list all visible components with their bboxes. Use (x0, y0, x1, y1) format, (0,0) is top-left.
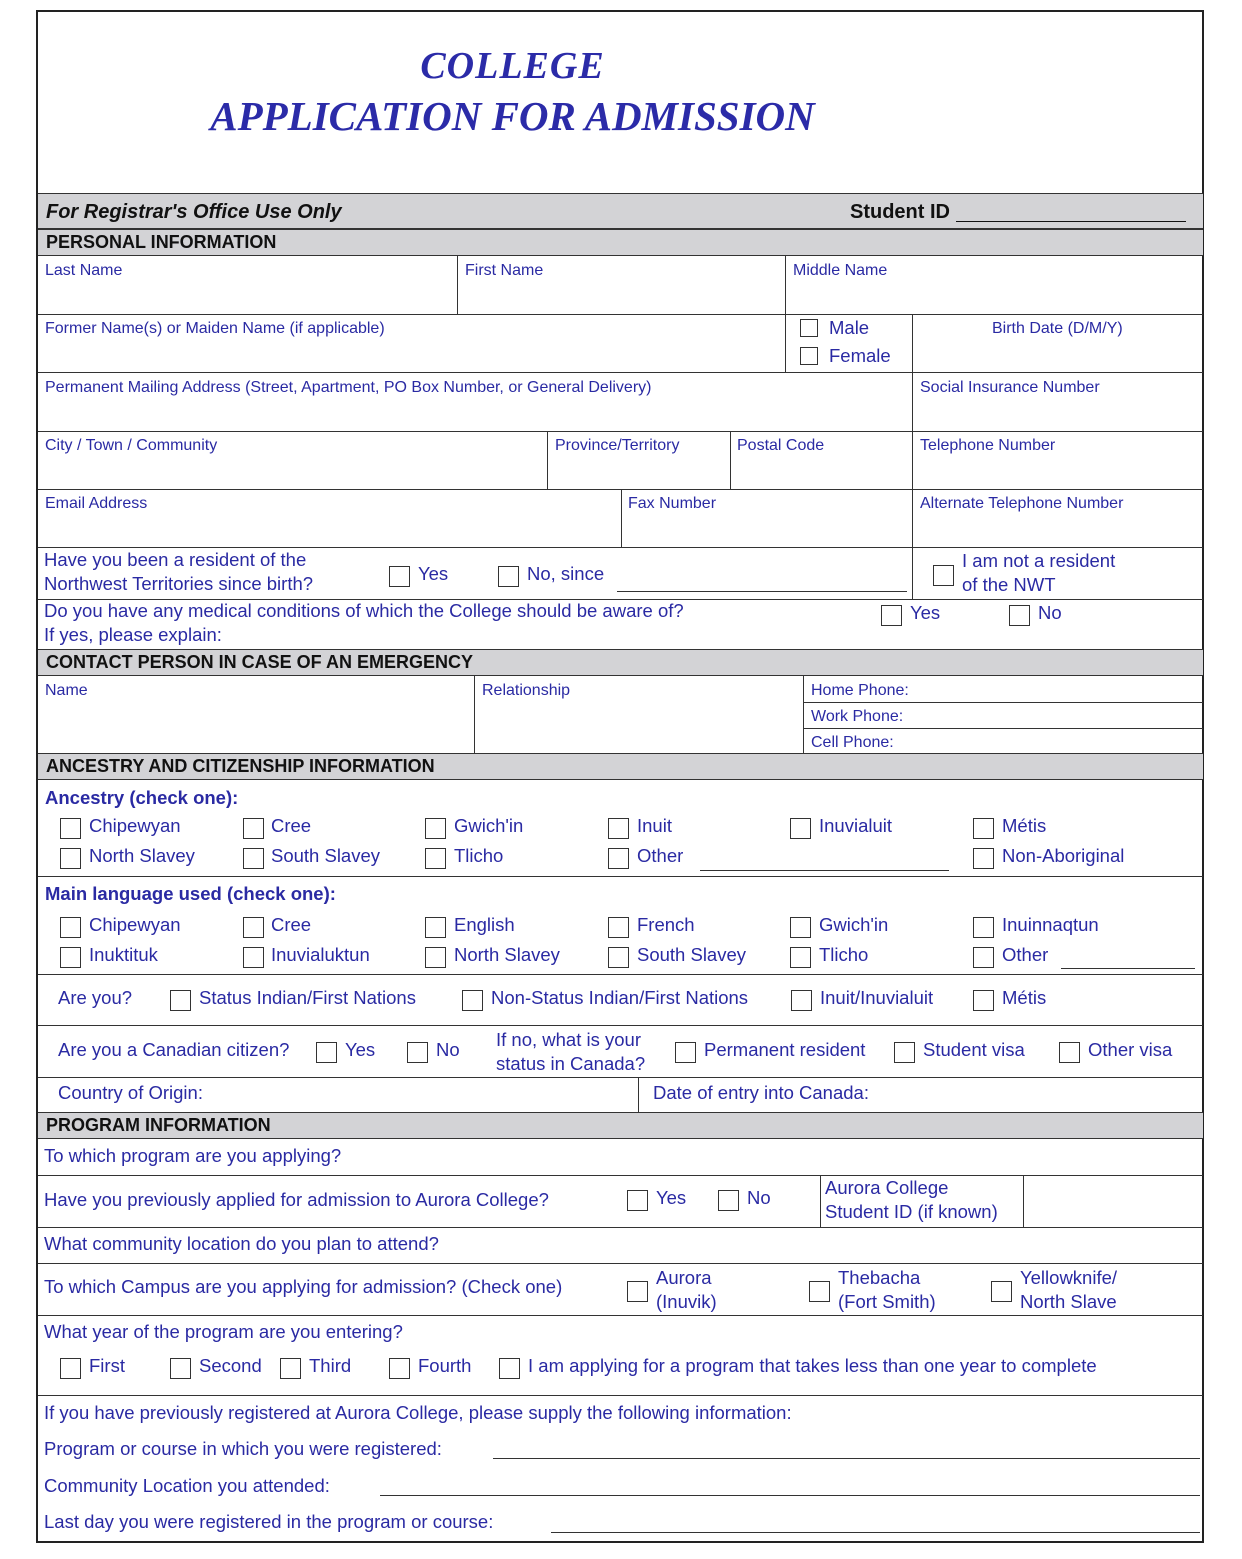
emergency-name-input[interactable] (38, 677, 474, 753)
first-name-input[interactable] (458, 257, 784, 313)
campus-aurora-checkbox[interactable] (627, 1281, 648, 1302)
status-indian-checkbox[interactable] (170, 990, 191, 1011)
resident-yes-label: Yes (418, 563, 449, 584)
personal-info-heading: PERSONAL INFORMATION (46, 232, 277, 252)
status-indian-label: Status Indian/First Nations (199, 987, 416, 1008)
ancestry-tlicho-checkbox[interactable] (425, 848, 446, 869)
medical-yes-checkbox[interactable] (881, 605, 902, 626)
lang-inuktituk-label: Inuktituk (89, 944, 158, 965)
lang-north-slavey-label: North Slavey (454, 944, 560, 965)
resident-no-checkbox[interactable] (498, 566, 519, 587)
birth-date-label: Birth Date (D/M/Y) (992, 320, 1123, 337)
registrar-label: For Registrar's Office Use Only (46, 201, 342, 223)
citizen-yes-label: Yes (345, 1039, 376, 1060)
prev-applied-yes-checkbox[interactable] (627, 1190, 648, 1211)
campus-thebacha-line2: (Fort Smith) (838, 1291, 936, 1312)
year-fourth-checkbox[interactable] (389, 1358, 410, 1379)
not-resident-checkbox[interactable] (933, 565, 954, 586)
resident-since-line[interactable] (617, 591, 907, 592)
community-plan-label: What community location do you plan to attend? (44, 1233, 439, 1254)
lang-cree-label: Cree (271, 914, 312, 935)
lang-inuvialuktun-checkbox[interactable] (243, 947, 264, 968)
aurora-student-id-line2: Student ID (if known) (825, 1201, 998, 1222)
divider (638, 1077, 639, 1112)
country-origin-input[interactable] (230, 1078, 637, 1111)
not-resident-line1: I am not a resident (962, 550, 1116, 571)
lang-inuktituk-checkbox[interactable] (60, 947, 81, 968)
citizen-question: Are you a Canadian citizen? (58, 1039, 290, 1060)
ancestry-inuit-label: Inuit (637, 815, 672, 836)
lang-south-slavey-label: South Slavey (637, 944, 747, 965)
home-phone-input[interactable] (920, 677, 1203, 701)
year-first-label: First (89, 1355, 125, 1376)
postal-code-label: Postal Code (737, 437, 825, 454)
year-second-checkbox[interactable] (170, 1358, 191, 1379)
permanent-resident-checkbox[interactable] (675, 1042, 696, 1063)
registrar-band (38, 193, 1203, 229)
status-metis-label: Métis (1002, 987, 1047, 1008)
alt-phone-input[interactable] (913, 490, 1203, 547)
cell-phone-input[interactable] (900, 729, 1203, 753)
female-label: Female (829, 345, 891, 366)
ancestry-north-slavey-label: North Slavey (89, 845, 195, 866)
medical-question: Do you have any medical conditions of which the College should be aware of? (44, 600, 684, 621)
program-course-line[interactable] (493, 1458, 1200, 1459)
inuit-inuvialuit-checkbox[interactable] (791, 990, 812, 1011)
year-fourth-label: Fourth (418, 1355, 472, 1376)
fax-label: Fax Number (628, 495, 717, 512)
divider (820, 1175, 821, 1227)
middle-name-input[interactable] (786, 257, 1203, 313)
last-day-label: Last day you were registered in the program or course: (44, 1511, 494, 1532)
mailing-address-input[interactable] (38, 373, 911, 430)
ancestry-other-line[interactable] (700, 870, 949, 871)
last-day-line[interactable] (551, 1532, 1200, 1533)
ancestry-metis-label: Métis (1002, 815, 1047, 836)
community-plan-input[interactable] (470, 1228, 1203, 1262)
male-checkbox[interactable] (800, 319, 818, 337)
ancestry-north-slavey-checkbox[interactable] (60, 848, 81, 869)
prev-registered-label: If you have previously registered at Aurora College, please supply the following information: (44, 1402, 792, 1423)
ancestry-chipewyan-label: Chipewyan (89, 815, 181, 836)
if-no-status-line1: If no, what is your (496, 1029, 641, 1050)
lang-french-label: French (637, 914, 695, 935)
ancestry-metis-checkbox[interactable] (973, 818, 994, 839)
ancestry-non-aboriginal-checkbox[interactable] (973, 848, 994, 869)
which-program-input[interactable] (370, 1140, 1203, 1174)
lang-english-label: English (454, 914, 515, 935)
date-entry-input[interactable] (890, 1078, 1203, 1111)
prev-applied-no-checkbox[interactable] (718, 1190, 739, 1211)
ancestry-cree-label: Cree (271, 815, 312, 836)
lang-inuvialuktun-label: Inuvialuktun (271, 944, 370, 965)
lang-tlicho-checkbox[interactable] (790, 947, 811, 968)
year-first-checkbox[interactable] (60, 1358, 81, 1379)
email-input[interactable] (38, 490, 620, 547)
former-name-input[interactable] (38, 315, 784, 371)
email-label: Email Address (45, 495, 148, 512)
ancestry-cree-checkbox[interactable] (243, 818, 264, 839)
divider (38, 974, 1203, 975)
campus-question: To which Campus are you applying for admission? (Check one) (44, 1276, 563, 1297)
ancestry-inuvialuit-checkbox[interactable] (790, 818, 811, 839)
language-label: Main language used (check one): (45, 883, 336, 904)
city-input[interactable] (38, 432, 546, 489)
postal-code-input[interactable] (731, 432, 911, 489)
campus-aurora-line1: Aurora (656, 1267, 712, 1288)
ancestry-south-slavey-label: South Slavey (271, 845, 381, 866)
medical-no-label: No (1038, 602, 1062, 623)
resident-question-line2: Northwest Territories since birth? (44, 573, 314, 594)
divider (803, 676, 804, 754)
medical-yes-label: Yes (910, 602, 941, 623)
male-label: Male (829, 317, 870, 338)
year-question: What year of the program are you entering? (44, 1321, 403, 1342)
non-status-indian-checkbox[interactable] (462, 990, 483, 1011)
year-less-than-one-checkbox[interactable] (499, 1358, 520, 1379)
community-attended-label: Community Location you attended: (44, 1475, 330, 1496)
divider (912, 547, 913, 599)
student-id-line[interactable] (956, 221, 1186, 222)
telephone-input[interactable] (913, 432, 1203, 489)
lang-other-line[interactable] (1061, 968, 1195, 969)
prev-applied-yes-label: Yes (656, 1187, 687, 1208)
alt-phone-label: Alternate Telephone Number (920, 495, 1124, 512)
lang-gwichin-label: Gwich'in (819, 914, 889, 935)
telephone-label: Telephone Number (920, 437, 1056, 454)
other-visa-checkbox[interactable] (1059, 1042, 1080, 1063)
lang-french-checkbox[interactable] (608, 917, 629, 938)
emergency-band (38, 649, 1203, 676)
campus-aurora-line2: (Inuvik) (656, 1291, 717, 1312)
lang-gwichin-checkbox[interactable] (790, 917, 811, 938)
cell-phone-label: Cell Phone: (811, 734, 894, 751)
prev-applied-label: Have you previously applied for admission to Aurora College? (44, 1189, 549, 1210)
date-entry-label: Date of entry into Canada: (653, 1082, 869, 1103)
year-less-than-one-label: I am applying for a program that takes less than one year to complete (528, 1355, 1097, 1376)
ancestry-gwichin-checkbox[interactable] (425, 818, 446, 839)
lang-other-checkbox[interactable] (973, 947, 994, 968)
program-band (38, 1112, 1203, 1139)
ancestry-other-checkbox[interactable] (608, 848, 629, 869)
province-input[interactable] (548, 432, 729, 489)
resident-yes-checkbox[interactable] (389, 566, 410, 587)
mailing-address-label: Permanent Mailing Address (Street, Apartment, PO Box Number, or General Delivery) (45, 379, 652, 396)
ancestry-other-label: Other (637, 845, 684, 866)
lang-english-checkbox[interactable] (425, 917, 446, 938)
birth-date-input[interactable] (913, 315, 1203, 371)
ancestry-chipewyan-checkbox[interactable] (60, 818, 81, 839)
ancestry-inuvialuit-label: Inuvialuit (819, 815, 893, 836)
relationship-input[interactable] (475, 677, 802, 753)
sin-input[interactable] (913, 373, 1203, 430)
lang-cree-checkbox[interactable] (243, 917, 264, 938)
last-name-input[interactable] (38, 257, 456, 313)
citizen-no-checkbox[interactable] (407, 1042, 428, 1063)
not-resident-line2: of the NWT (962, 574, 1056, 595)
which-program-label: To which program are you applying? (44, 1145, 342, 1166)
country-origin-label: Country of Origin: (58, 1082, 203, 1103)
ancestry-band (38, 753, 1203, 780)
status-metis-checkbox[interactable] (973, 990, 994, 1011)
ancestry-south-slavey-checkbox[interactable] (243, 848, 264, 869)
lang-chipewyan-label: Chipewyan (89, 914, 181, 935)
if-no-status-line2: status in Canada? (496, 1053, 646, 1074)
lang-south-slavey-checkbox[interactable] (608, 947, 629, 968)
student-id-label: Student ID (850, 201, 950, 223)
ancestry-heading: ANCESTRY AND CITIZENSHIP INFORMATION (46, 756, 435, 776)
form-title-line1: COLLEGE (420, 45, 605, 87)
divider (38, 876, 1203, 877)
first-name-label: First Name (465, 262, 544, 279)
non-status-indian-label: Non-Status Indian/First Nations (491, 987, 749, 1008)
resident-no-since-label: No, since (527, 563, 605, 584)
personal-info-band (38, 229, 1203, 256)
medical-explain: If yes, please explain: (44, 624, 222, 645)
student-visa-checkbox[interactable] (894, 1042, 915, 1063)
medical-no-checkbox[interactable] (1009, 605, 1030, 626)
campus-yellowknife-checkbox[interactable] (991, 1281, 1012, 1302)
middle-name-label: Middle Name (793, 262, 888, 279)
campus-thebacha-checkbox[interactable] (809, 1281, 830, 1302)
relationship-label: Relationship (482, 682, 571, 699)
ancestry-non-aboriginal-label: Non-Aboriginal (1002, 845, 1125, 866)
divider (38, 547, 1203, 548)
lang-tlicho-label: Tlicho (819, 944, 869, 965)
last-name-label: Last Name (45, 262, 123, 279)
fax-input[interactable] (622, 490, 911, 547)
inuit-inuvialuit-label: Inuit/Inuvialuit (820, 987, 934, 1008)
resident-question-line1: Have you been a resident of the (44, 549, 307, 570)
prev-applied-no-label: No (747, 1187, 771, 1208)
female-checkbox[interactable] (800, 347, 818, 365)
work-phone-input[interactable] (912, 703, 1203, 727)
ancestry-gwichin-label: Gwich'in (454, 815, 524, 836)
campus-yellowknife-line1: Yellowknife/ (1020, 1267, 1118, 1288)
divider (38, 1025, 1203, 1026)
lang-other-label: Other (1002, 944, 1049, 965)
lang-inuinnaqtun-label: Inuinnaqtun (1002, 914, 1099, 935)
citizen-no-label: No (436, 1039, 460, 1060)
sin-label: Social Insurance Number (920, 379, 1100, 396)
lang-inuinnaqtun-checkbox[interactable] (973, 917, 994, 938)
ancestry-tlicho-label: Tlicho (454, 845, 504, 866)
other-visa-label: Other visa (1088, 1039, 1173, 1060)
divider (38, 1395, 1203, 1396)
lang-chipewyan-checkbox[interactable] (60, 917, 81, 938)
lang-north-slavey-checkbox[interactable] (425, 947, 446, 968)
work-phone-label: Work Phone: (811, 708, 904, 725)
emergency-heading: CONTACT PERSON IN CASE OF AN EMERGENCY (46, 652, 474, 672)
ancestry-label: Ancestry (check one): (45, 787, 239, 808)
community-attended-line[interactable] (380, 1495, 1200, 1496)
year-third-checkbox[interactable] (280, 1358, 301, 1379)
campus-yellowknife-line2: North Slave (1020, 1291, 1117, 1312)
permanent-resident-label: Permanent resident (704, 1039, 866, 1060)
ancestry-inuit-checkbox[interactable] (608, 818, 629, 839)
divider (38, 1315, 1203, 1316)
former-name-label: Former Name(s) or Maiden Name (if applicable) (45, 320, 385, 337)
program-heading: PROGRAM INFORMATION (46, 1115, 271, 1135)
are-you-label: Are you? (58, 987, 133, 1008)
home-phone-label: Home Phone: (811, 682, 909, 699)
citizen-yes-checkbox[interactable] (316, 1042, 337, 1063)
province-label: Province/Territory (555, 437, 680, 454)
year-third-label: Third (309, 1355, 352, 1376)
form-title-line2: APPLICATION FOR ADMISSION (210, 93, 815, 139)
divider (38, 1263, 1203, 1264)
student-visa-label: Student visa (923, 1039, 1025, 1060)
emergency-name-label: Name (45, 682, 88, 699)
aurora-student-id-line1: Aurora College (825, 1177, 949, 1198)
aurora-student-id-input[interactable] (1024, 1176, 1203, 1226)
year-second-label: Second (199, 1355, 262, 1376)
campus-thebacha-line1: Thebacha (838, 1267, 921, 1288)
program-course-label: Program or course in which you were registered: (44, 1438, 442, 1459)
city-label: City / Town / Community (45, 437, 218, 454)
